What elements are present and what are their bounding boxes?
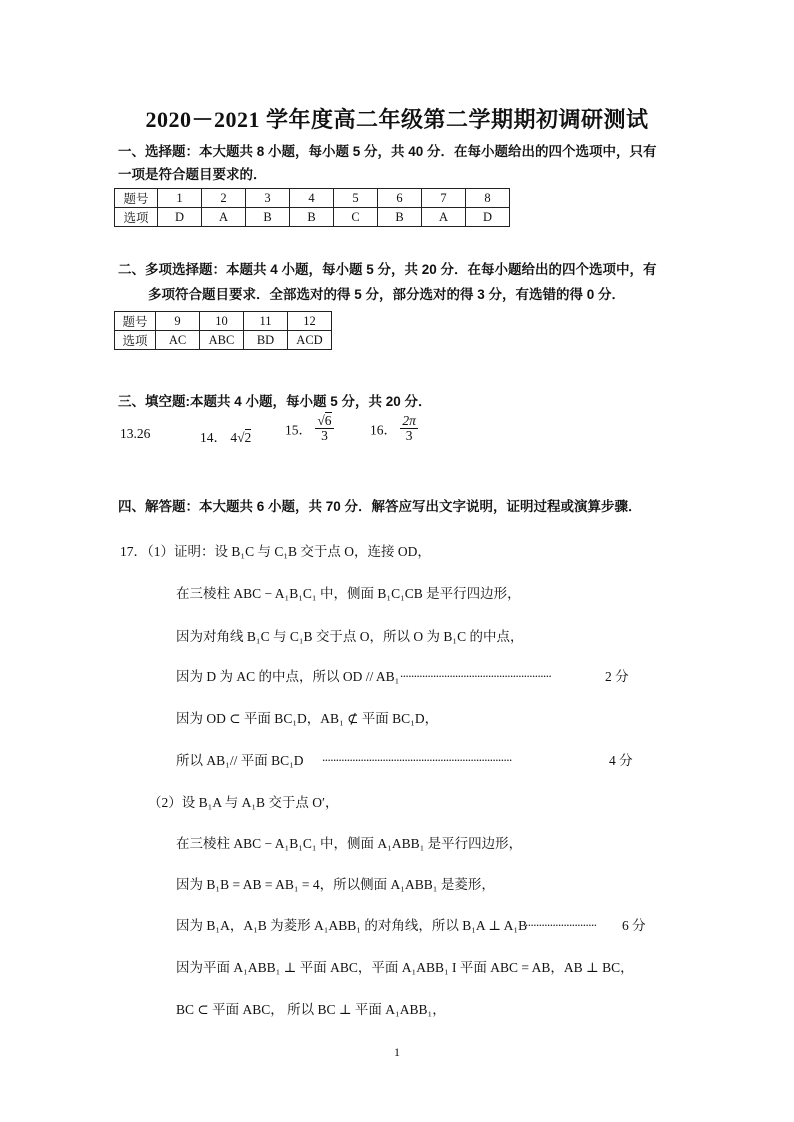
table-cell: 3 [246,189,290,208]
row-label: 选项 [115,208,158,227]
q17-line-3: 因为对角线 B₁C 与 C₁B 交于点 O，所以 O 为 B₁C 的中点， [176,629,524,644]
answer-13: 13.26 [120,426,151,441]
answer-15 [285,414,334,443]
table-cell: 12 [288,312,332,331]
q17-line-8: 在三棱柱 ABC − A₁B₁C₁ 中，侧面 A₁ABB₁ 是平行四边形， [176,836,523,851]
table-cell: 8 [466,189,510,208]
answer-14 [200,426,251,446]
table-cell: 5 [334,189,378,208]
q17-line-7: （2）设 B₁A 与 A₁B 交于点 O′， [148,795,339,810]
q17-line-9: 因为 B₁B = AB = AB₁ = 4，所以侧面 A₁ABB₁ 是菱形， [176,877,495,892]
table-cell: ACD [288,331,332,350]
table-cell: C [334,208,378,227]
q17-line-10: 因为 B₁A，A₁B 为菱形 A₁ABB₁ 的对角线，所以 B₁A ⊥ A₁B [176,918,528,933]
table-cell: B [246,208,290,227]
answer-16 [370,414,418,443]
table-cell: A [422,208,466,227]
fraction-numerator: 2π [402,413,416,428]
q17-score-2: 4 分 [609,753,633,768]
q17-line-4: 因为 D 为 AC 的中点，所以 OD // AB₁ [176,669,400,684]
q17-line-1: 17．（1）证明：设 B₁C 与 C₁B 交于点 O，连接 OD， [120,544,431,559]
section2-heading-line1: 二、多项选择题：本题共 4 小题，每小题 5 分，共 20 分．在每小题给出的四个选项中，有 [118,262,657,277]
fraction-denominator: 3 [321,428,328,444]
answer-14-label: 14． [200,430,227,445]
leader-dots: ....................................................... [400,665,552,680]
section1-heading-line2: 一项是符合题目要求的． [118,167,267,182]
table-cell: A [202,208,246,227]
section1-heading-line1: 一、选择题：本大题共 8 小题，每小题 5 分，共 40 分．在每小题给出的四个选项中，只有 [118,144,657,159]
table-row-numbers [115,312,332,331]
q17-line-2: 在三棱柱 ABC − A₁B₁C₁ 中，侧面 B₁C₁CB 是平行四边形， [176,586,521,601]
answer-table-2 [114,311,332,350]
page-number: 1 [394,1045,400,1059]
section2-heading-line2: 多项符合题目要求．全部选对的得 5 分，部分选对的得 3 分，有选错的得 0 分． [148,287,626,302]
fraction-denominator: 3 [405,428,413,444]
q17-line-5: 因为 OD ⊂ 平面 BC₁D，AB₁ ⊄ 平面 BC₁D， [176,711,439,726]
table-cell: 7 [422,189,466,208]
table-row-answers [115,331,332,350]
table-cell: 1 [158,189,202,208]
table-cell: 6 [378,189,422,208]
section3-heading: 三、填空题:本题共 4 小题，每小题 5 分，共 20 分． [118,394,432,409]
q17-line-11: 因为平面 A₁ABB₁ ⊥ 平面 ABC，平面 A₁ABB₁ I 平面 ABC = AB，AB ⊥ BC， [176,960,634,975]
table-cell: 11 [244,312,288,331]
table-cell: 4 [290,189,334,208]
row-label: 题号 [115,189,158,208]
q17-score-3: 6 分 [622,918,646,933]
table-cell: B [378,208,422,227]
row-label: 选项 [115,331,156,350]
table-cell: ABC [200,331,244,350]
table-row-numbers [115,189,510,208]
answer-15-label: 15． [285,422,312,438]
leader-dots: ..................................................................... [322,749,512,764]
q17-score-1: 2 分 [605,669,629,684]
q17-line-6: 所以 AB₁// 平面 BC₁D [176,753,304,768]
section4-heading: 四、解答题：本大题共 6 小题，共 70 分．解答应写出文字说明，证明过程或演算步骤． [118,499,642,514]
table-cell: B [290,208,334,227]
answer-14-coef: 4 [230,430,238,445]
sqrt-symbol: √ [237,430,245,445]
row-label: 题号 [115,312,156,331]
answer-14-radicand: 2 [244,430,252,445]
answer-table-1 [114,188,510,227]
table-cell: 9 [156,312,200,331]
answer-16-label: 16． [370,422,397,438]
table-row-answers [115,208,510,227]
table-cell: D [158,208,202,227]
table-cell: 10 [200,312,244,331]
answer-16-fraction [400,414,418,443]
fraction-numerator: √6 [317,413,332,428]
leader-dots: .......................... [525,914,597,929]
answer-15-fraction [315,414,333,443]
table-cell: 2 [202,189,246,208]
table-cell: D [466,208,510,227]
table-cell: AC [156,331,200,350]
q17-line-12: BC ⊂ 平面 ABC， 所以 BC ⊥ 平面 A₁ABB₁， [176,1002,446,1017]
table-cell: BD [244,331,288,350]
page-title: 2020－2021 学年度高二年级第二学期期初调研测试 [145,107,649,132]
radicand: 6 [324,413,332,428]
